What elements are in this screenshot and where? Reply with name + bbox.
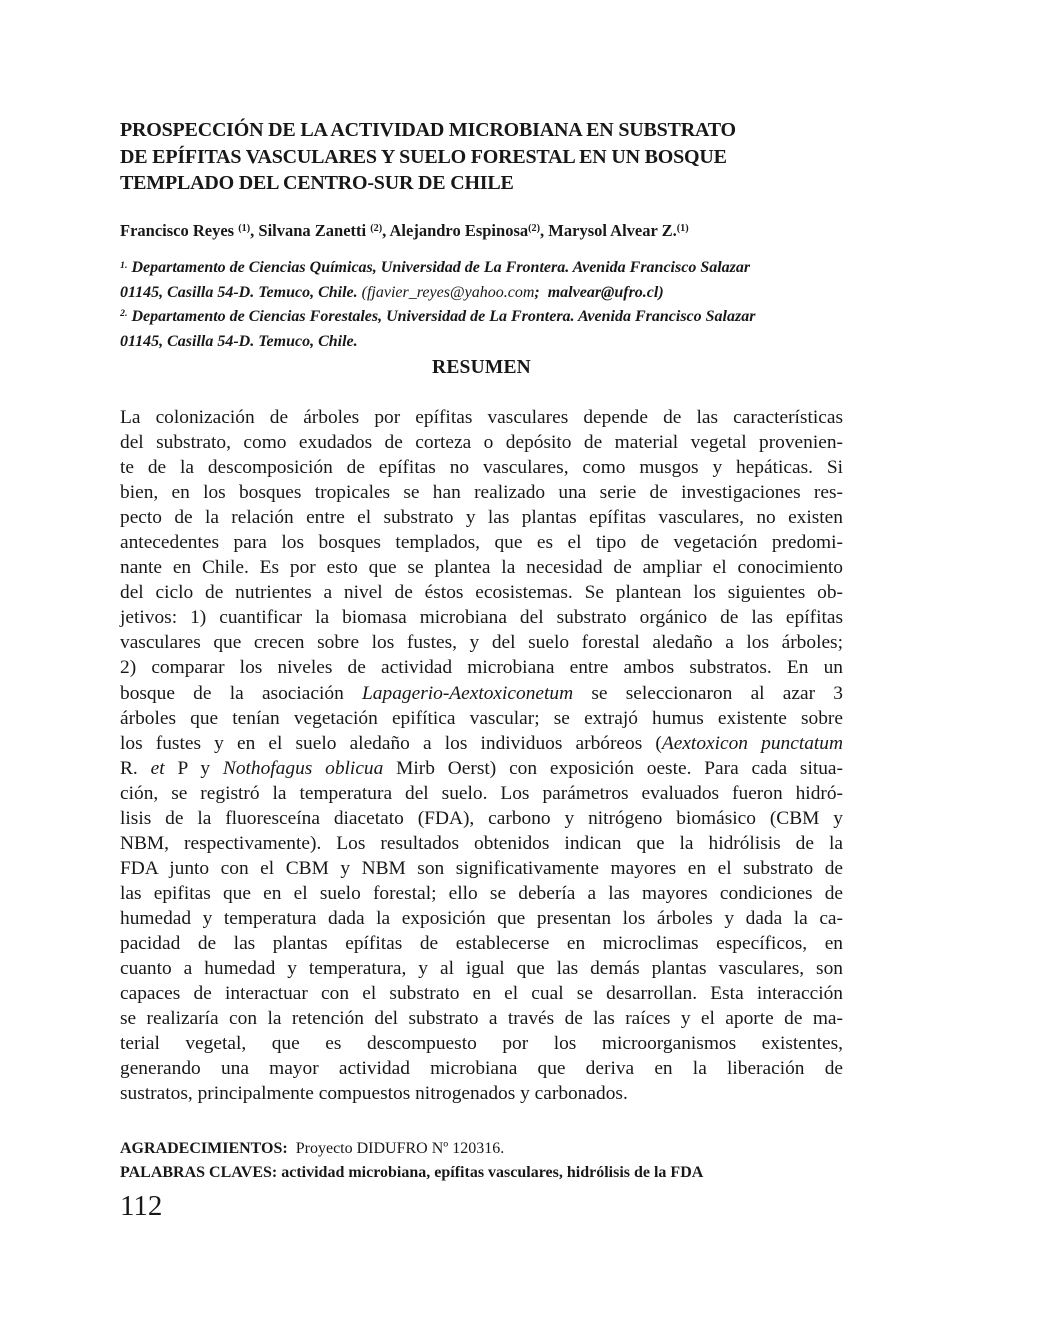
text-segment: nante en Chile. Es por esto que se plantea la necesidad de ampliar el conocimiento [120,557,843,579]
text-segment: P y [164,757,223,779]
text-line [120,330,843,353]
text-line [120,1006,843,1031]
text-segment: vasculares que crecen sobre los fustes, y del suelo forestal aledaño a los árboles; [120,632,843,654]
text-segment: jetivos: 1) cuantificar la biomasa microbiana del substrato orgánico de las epífitas [120,607,843,629]
text-segment: (fjavier_reyes@yahoo.com [361,284,535,302]
text-segment: cuanto a humedad y temperatura, y al igual que las demás plantas vasculares, son [120,958,843,980]
text-segment: antecedentes para los bosques templados, que es el tipo de vegetación predomi- [120,532,843,554]
text-segment: Francisco Reyes [120,221,239,240]
text-line [120,1056,843,1081]
text-segment: bien, en los bosques tropicales se han realizado una serie de investigaciones res- [120,482,843,504]
text-segment: DE EPÍFITAS VASCULARES Y SUELO FORESTAL EN UN BOSQUE [120,145,727,168]
text-segment: árboles que tenían vegetación epifítica vascular; se extrajó humus existente sobre [120,707,843,729]
text-line [120,956,843,981]
text-segment: del ciclo de nutrientes a nivel de éstos ecosistemas. Se plantean los siguientes ob- [120,582,843,604]
text-segment: La colonización de árboles por epífitas vasculares depende de las características [120,407,843,428]
keywords-text: actividad microbiana, epífitas vasculares, hidrólisis de la FDA [277,1163,704,1181]
text-segment: del substrato, como exudados de corteza o depósito de material vegetal provenien- [120,432,843,454]
text-segment: pecto de la relación entre el substrato y las plantas epífitas vasculares, no existen [120,507,843,529]
text-line [120,831,843,856]
footer [120,1137,843,1184]
text-segment: 01145, Casilla 54-D. Temuco, Chile. [120,333,358,351]
text-line [120,931,843,956]
acknowledgements-label: AGRADECIMIENTOS: [120,1140,288,1157]
text-line [120,655,843,680]
text-segment: terial vegetal, que es descompuesto por los microorganismos existentes, [120,1033,843,1055]
text-segment: 2. [120,308,128,320]
acknowledgements-line [120,1137,843,1161]
text-line [120,256,843,281]
text-segment: capaces de interactuar con el substrato en el cual se desarrollan. Esta interacción [120,983,843,1005]
text-segment: lisis de la fluoresceína diacetato (FDA), carbono y nitrógeno biomásico (CBM y [120,807,843,829]
abstract-body [120,405,843,1106]
text-line [120,530,843,555]
keywords-line [120,1161,843,1185]
text-line [120,706,843,731]
text-line [120,555,843,580]
text-segment: (2) [370,223,383,235]
page-number: 112 [120,1190,163,1222]
text-segment: malvear@ufro.cl) [547,284,664,302]
text-line [120,281,843,304]
text-segment: te de la descomposición de epífitas no vasculares, como musgos y hepáticas. Si [120,457,843,479]
text-segment: 01145, Casilla 54-D. Temuco, Chile. [120,284,362,302]
text-segment: humedad y temperatura dada la exposición que presentan los árboles y dada la ca- [120,907,843,929]
text-segment: Departamento de Ciencias Forestales, Universidad de La Frontera. Avenida Francisco Salazar [127,307,756,325]
text-segment: et [150,757,165,779]
text-segment: FDA junto con el CBM y NBM son significativamente mayores en el substrato de [120,857,843,879]
text-segment: (2) [528,223,541,235]
text-segment: bosque de la asociación [120,682,363,704]
text-segment: Mirb Oerst) con exposición oeste. Para cada situa- [383,757,843,779]
text-segment: las epifitas que en el suelo forestal; ello se debería a las mayores condiciones de [120,882,843,904]
text-segment: los fustes y en el suelo aledaño a los individuos arbóreos ( [120,732,662,754]
text-segment: PROSPECCIÓN DE LA ACTIVIDAD MICROBIANA EN SUBSTRATO [120,119,736,141]
text-line [120,1081,843,1106]
text-line [120,305,843,330]
text-line [120,430,843,455]
text-segment: se realizaría con la retención del substrato a través de las raíces y el aporte de ma- [120,1008,843,1030]
text-line [120,981,843,1006]
text-line [120,480,843,505]
affiliations [120,256,843,354]
text-segment: ; [534,284,548,302]
text-segment: Aextoxicon punctatum [661,732,843,754]
text-segment: R. [120,757,151,779]
text-segment: Departamento de Ciencias Químicas, Universidad de La Frontera. Avenida Francisco Salazar [127,259,751,276]
text-line [120,630,843,655]
text-line [120,781,843,806]
text-segment: , Alejandro Espinosa [382,221,529,240]
keywords-label: PALABRAS CLAVES: [120,1163,278,1181]
text-segment: generando una mayor actividad microbiana que deriva en la liberación de [120,1058,843,1080]
text-line [120,144,843,171]
text-line [120,170,843,197]
acknowledgements-text: Proyecto DIDUFRO Nº 120316. [287,1140,505,1157]
text-line [120,605,843,630]
text-segment: Lapagerio-Aextoxiconetum [362,682,574,704]
text-line [120,806,843,831]
text-segment: , Marysol Alvear Z. [540,221,677,240]
text-line [120,505,843,530]
text-segment: se seleccionaron al azar 3 [573,682,844,704]
paper-title [120,117,843,197]
text-line [120,405,843,430]
text-line [120,580,843,605]
text-segment: 1. [120,259,128,271]
text-line [120,881,843,906]
text-line [120,220,843,245]
text-segment: NBM, respectivamente). Los resultados obtenidos indican que la hidrólisis de la [120,832,843,854]
text-line [120,856,843,881]
text-segment: , Silvana Zanetti [250,221,371,240]
text-segment: TEMPLADO DEL CENTRO-SUR DE CHILE [120,172,514,194]
resumen-heading: RESUMEN [432,357,531,378]
text-segment: (1) [676,223,689,235]
text-segment: 2) comparar los niveles de actividad microbiana entre ambos substratos. En un [120,657,843,679]
text-line [120,455,843,480]
text-segment: ción, se registró la temperatura del suelo. Los parámetros evaluados fueron hidró- [120,782,843,804]
text-segment: Nothofagus oblicua [222,757,384,779]
text-line [120,681,843,706]
text-segment: sustratos, principalmente compuestos nitrogenados y carbonados. [120,1083,628,1105]
text-line [120,731,843,756]
text-line [120,117,843,144]
text-segment: pacidad de las plantas epífitas de establecerse en microclimas específicos, en [120,932,843,954]
text-line [120,1031,843,1056]
text-segment: (1) [238,223,251,235]
text-line [120,756,843,781]
text-line [120,906,843,931]
authors-line [120,220,843,245]
